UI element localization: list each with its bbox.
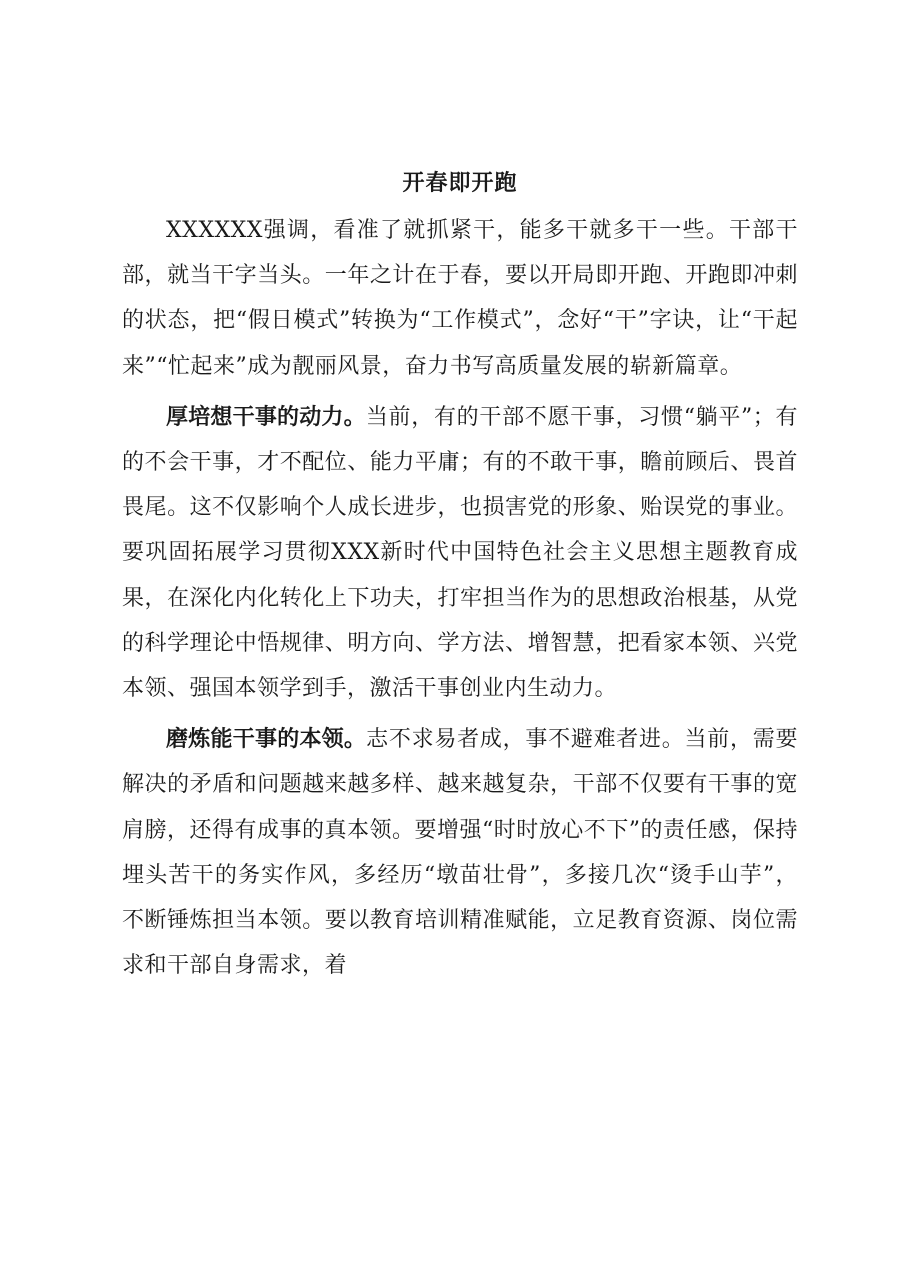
paragraph-text: 当前，有的干部不愿干事，习惯“躺平”；有的不会干事，才不配位、能力平庸；有的不敢干事，瞻前顾后、畏首畏尾。这不仅影响个人成长进步，也损害党的形象、贻误党的事业。要巩固拓展学习贯彻XXX新时代中国特色社会主义思想主题教育成果，在深化内化转化上下功夫，打牢担当作为的思想政治根基，从党的科学理论中悟规律、明方向、学方法、增智慧，把看家本领、兴党本领、强国本领学到手，激活干事创业内生动力。	[122, 404, 798, 702]
paragraph-text: XXXXXX强调，看准了就抓紧干，能多干就多干一些。干部干部，就当干字当头。一年之计在于春，要以开局即开跑、开跑即冲刺的状态，把“假日模式”转换为“工作模式”，念好“干”字诀，让“干起来”“忙起来”成为靓丽风景，奋力书写高质量发展的崭新篇章。	[122, 218, 798, 379]
paragraph-lead: 厚培想干事的动力。	[166, 404, 366, 430]
paragraph-motivation	[122, 395, 798, 711]
paragraph-intro	[122, 208, 798, 389]
paragraph-text: 志不求易者成，事不避难者进。当前，需要解决的矛盾和问题越来越多样、越来越复杂，干部不仅要有干事的宽肩膀，还得有成事的真本领。要增强“时时放心不下”的责任感，保持埋头苦干的务实作风，多经历“墩苗壮骨”，多接几次“烫手山芋”，不断锤炼担当本领。要以教育培训精准赋能，立足教育资源、岗位需求和干部自身需求，着	[122, 727, 798, 979]
paragraph-ability	[122, 717, 798, 988]
document-title: 开春即开跑	[402, 170, 518, 196]
paragraph-lead: 磨炼能干事的本领。	[166, 727, 367, 753]
document-body	[122, 160, 798, 994]
